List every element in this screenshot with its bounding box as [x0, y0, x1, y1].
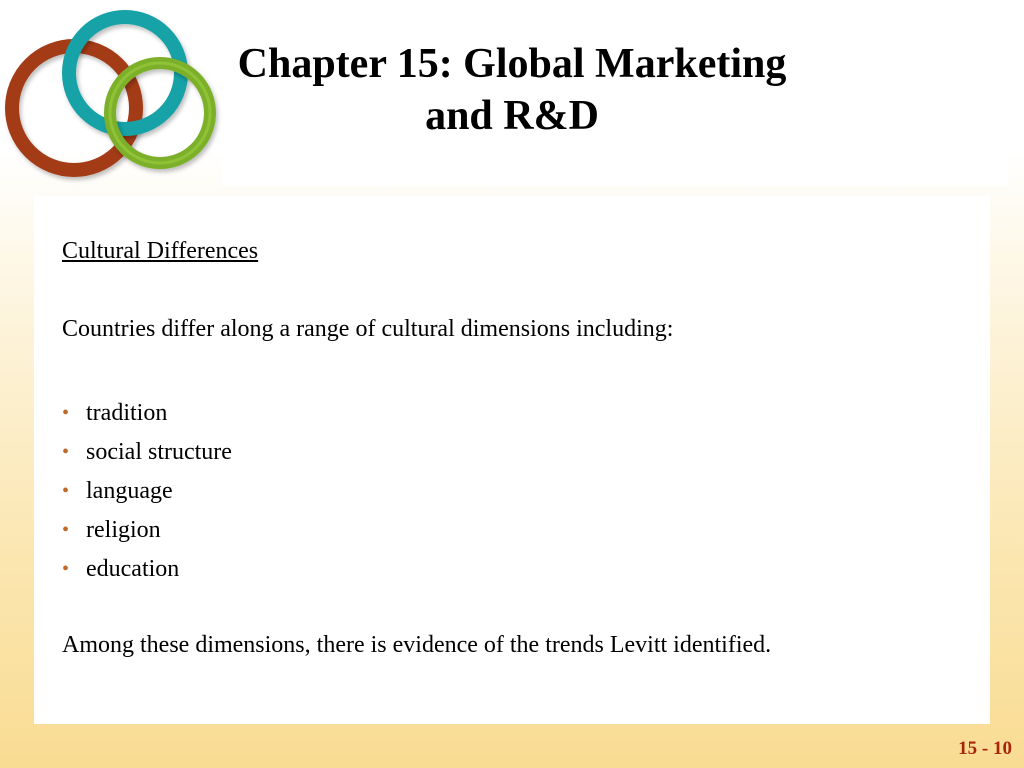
bullet-text: social structure — [86, 439, 232, 465]
list-item — [62, 550, 232, 589]
bullet-list — [62, 394, 232, 589]
list-item — [62, 511, 232, 550]
title-line-2: and R&D — [425, 93, 599, 139]
list-item — [62, 472, 232, 511]
bullet-icon: • — [62, 402, 70, 424]
intro-text: Countries differ along a range of cultural dimensions including: — [62, 316, 674, 342]
section-subheading: Cultural Differences — [62, 238, 259, 264]
content-box — [34, 196, 990, 724]
bullet-text: education — [86, 556, 180, 582]
bullet-text: religion — [86, 517, 161, 543]
bullet-icon: • — [62, 480, 70, 502]
list-item — [62, 433, 232, 472]
bullet-icon: • — [62, 558, 70, 580]
slide-title — [0, 38, 1024, 142]
closing-text: Among these dimensions, there is evidence of the trends Levitt identified. — [62, 632, 772, 658]
title-line-1: Chapter 15: Global Marketing — [237, 41, 787, 87]
bullet-text: tradition — [86, 400, 168, 426]
bullet-text: language — [86, 478, 173, 504]
page-number: 15 - 10 — [958, 738, 1012, 759]
list-item — [62, 394, 232, 433]
bullet-icon: • — [62, 519, 70, 541]
bullet-icon: • — [62, 441, 70, 463]
